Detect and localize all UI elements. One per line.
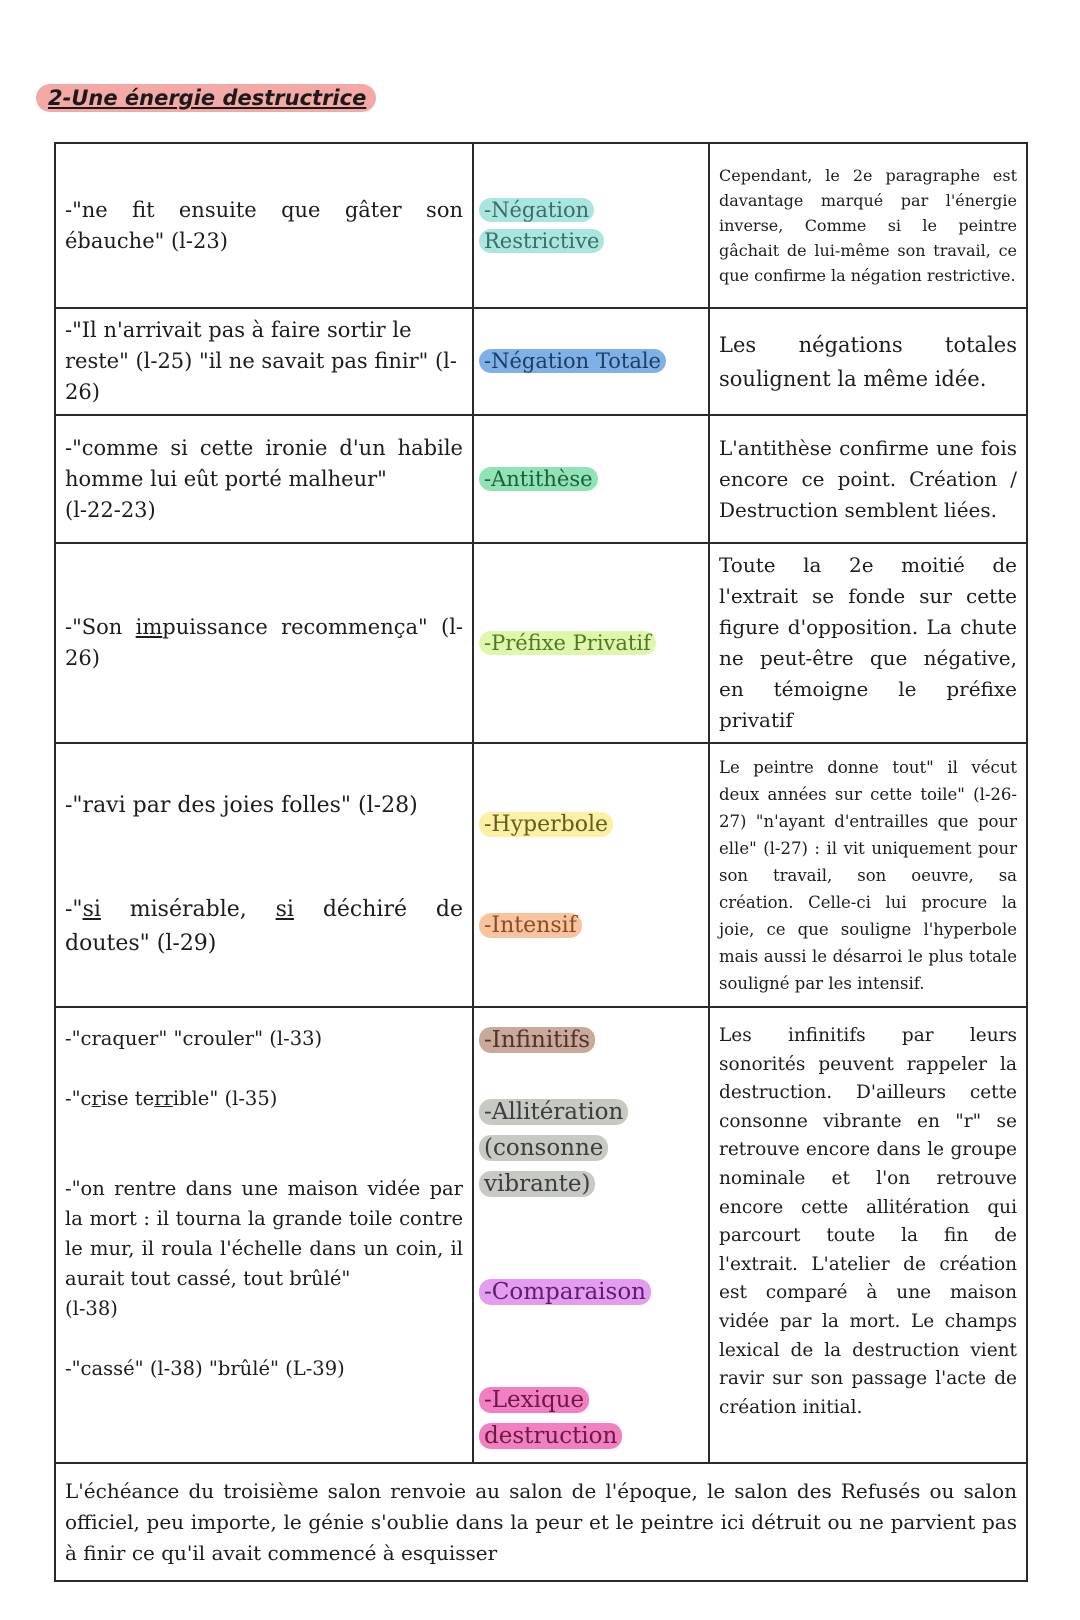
analysis-cell — [709, 415, 1027, 543]
analysis-text: Cependant, le 2e paragraphe est davantage marqué par l'énergie inverse, Comme si le peintre gâchait de lui-même son travail, ce que confirme la négation restrictive. — [719, 166, 1017, 285]
quote-text-start: -" — [65, 897, 83, 922]
figure-label: Restrictive — [479, 229, 604, 253]
analysis-cell — [709, 308, 1027, 415]
quote-text: -"Il n'arrivait pas à faire sortir le reste" (l-25) "il ne savait pas finir" (l-26) — [65, 318, 457, 404]
figure-label: -Lexique — [479, 1387, 589, 1413]
analysis-text: Le peintre donne tout" il vécut deux années sur cette toile" (l-26-27) "n'ayant d'entrailles que pour elle" (l-27) : il vit uniquement pour son travail, son oeuvre, sa création. Celle-ci lui procure la joie, ce que souligne l'hyperbole mais aussi le désarroi le plus totale souligné par les intensif. — [719, 757, 1017, 993]
quote-text: -"comme si cette ironie d'un habile homme lui eût porté malheur" — [65, 435, 463, 491]
analysis-text: Les infinitifs par leurs sonorités peuvent rappeler la destruction. D'ailleurs cette consonne vibrante en "r" se retrouve encore dans le groupe nominale et l'on retrouve encore cette allitération qui parcourt toute la fin de l'extrait. L'atelier de création est comparé à une maison vidée par la mort. Le champs lexical de la destruction vient ravir sur son passage l'acte de création initial. — [719, 1025, 1017, 1418]
figure-label: vibrante) — [479, 1171, 595, 1197]
quote-text-underlined: r — [91, 1087, 101, 1110]
quote-text: -"ravi par des joies folles" (l-28) — [65, 793, 418, 818]
figure-cell — [473, 415, 709, 543]
quote-text: -"cassé" (l-38) "brûlé" (L-39) — [65, 1357, 345, 1380]
table-row — [55, 1007, 1027, 1463]
analysis-cell — [709, 143, 1027, 308]
figure-cell — [473, 1007, 709, 1463]
quote-reference: (l-22-23) — [65, 497, 156, 522]
analysis-table — [54, 142, 1028, 1582]
quote-reference: (l-38) — [65, 1297, 118, 1320]
quote-cell — [55, 743, 473, 1007]
table-row — [55, 1463, 1027, 1581]
figure-label: -Antithèse — [479, 467, 598, 491]
quote-text-end: déchiré de doutes" (l-29) — [65, 897, 463, 956]
section-title-text: 2-Une énergie destructrice — [36, 84, 376, 112]
quote-text-underlined: si — [82, 897, 101, 922]
quote-cell — [55, 415, 473, 543]
analysis-cell — [709, 543, 1027, 743]
figure-cell — [473, 543, 709, 743]
quote-text: -"ne fit ensuite que gâter son ébauche" (l-23) — [65, 197, 463, 253]
figure-label: (consonne — [479, 1135, 608, 1161]
analysis-text: Les négations totales soulignent la même idée. — [719, 332, 1017, 391]
analysis-text: L'antithèse confirme une fois encore ce point. Création / Destruction semblent liées. — [719, 435, 1017, 522]
figure-cell — [473, 143, 709, 308]
quote-text-middle: ise te — [100, 1087, 155, 1110]
quote-text: -"craquer" "crouler" (l-33) — [65, 1027, 323, 1050]
table-row — [55, 143, 1027, 308]
table-row — [55, 415, 1027, 543]
figure-cell — [473, 743, 709, 1007]
conclusion-cell — [55, 1463, 1027, 1581]
quote-text-underlined: im — [135, 615, 163, 639]
quote-cell — [55, 143, 473, 308]
table-row — [55, 743, 1027, 1007]
quote-text-start: -"c — [65, 1087, 92, 1110]
quote-text-end: puissance recommença" (l-26) — [65, 615, 464, 670]
analysis-cell — [709, 1007, 1027, 1463]
quote-text: -"on rentre dans une maison vidée par la mort : il tourna la grande toile contre le mur, il roula l'échelle dans un coin, il aurait tout cassé, tout brûlé" — [65, 1177, 463, 1290]
quote-text-middle: misérable, — [100, 897, 276, 922]
table-row — [55, 543, 1027, 743]
figure-label: -Infinitifs — [479, 1027, 595, 1053]
analysis-text: Toute la 2e moitié de l'extrait se fonde sur cette figure d'opposition. La chute ne peut-être que négative, en témoigne le préfixe privatif — [719, 553, 1017, 732]
quote-text-end: ible" (l-35) — [172, 1087, 278, 1110]
figure-label: -Négation — [479, 198, 594, 222]
conclusion-text: L'échéance du troisième salon renvoie au salon de l'époque, le salon des Refusés ou salon officiel, peu importe, le génie s'oublie dans la peur et le peintre ici détruit ou ne parvient pas à finir ce qu'il avait commencé à esquisser — [65, 1478, 1017, 1565]
figure-label: -Négation Totale — [479, 349, 666, 373]
figure-label: -Intensif — [479, 913, 582, 938]
quote-text-underlined: si — [275, 897, 294, 922]
analysis-cell — [709, 743, 1027, 1007]
table-row — [55, 308, 1027, 415]
quote-text-underlined: rr — [154, 1087, 173, 1110]
figure-label: destruction — [479, 1423, 622, 1449]
figure-cell — [473, 308, 709, 415]
figure-label: -Hyperbole — [479, 812, 613, 837]
figure-label: -Allitération — [479, 1099, 628, 1125]
section-title — [40, 86, 376, 110]
figure-label: -Comparaison — [479, 1279, 651, 1305]
quote-text-start: -"Son — [65, 615, 136, 639]
figure-label: -Préfixe Privatif — [479, 631, 656, 655]
quote-cell — [55, 308, 473, 415]
quote-cell — [55, 1007, 473, 1463]
quote-cell — [55, 543, 473, 743]
